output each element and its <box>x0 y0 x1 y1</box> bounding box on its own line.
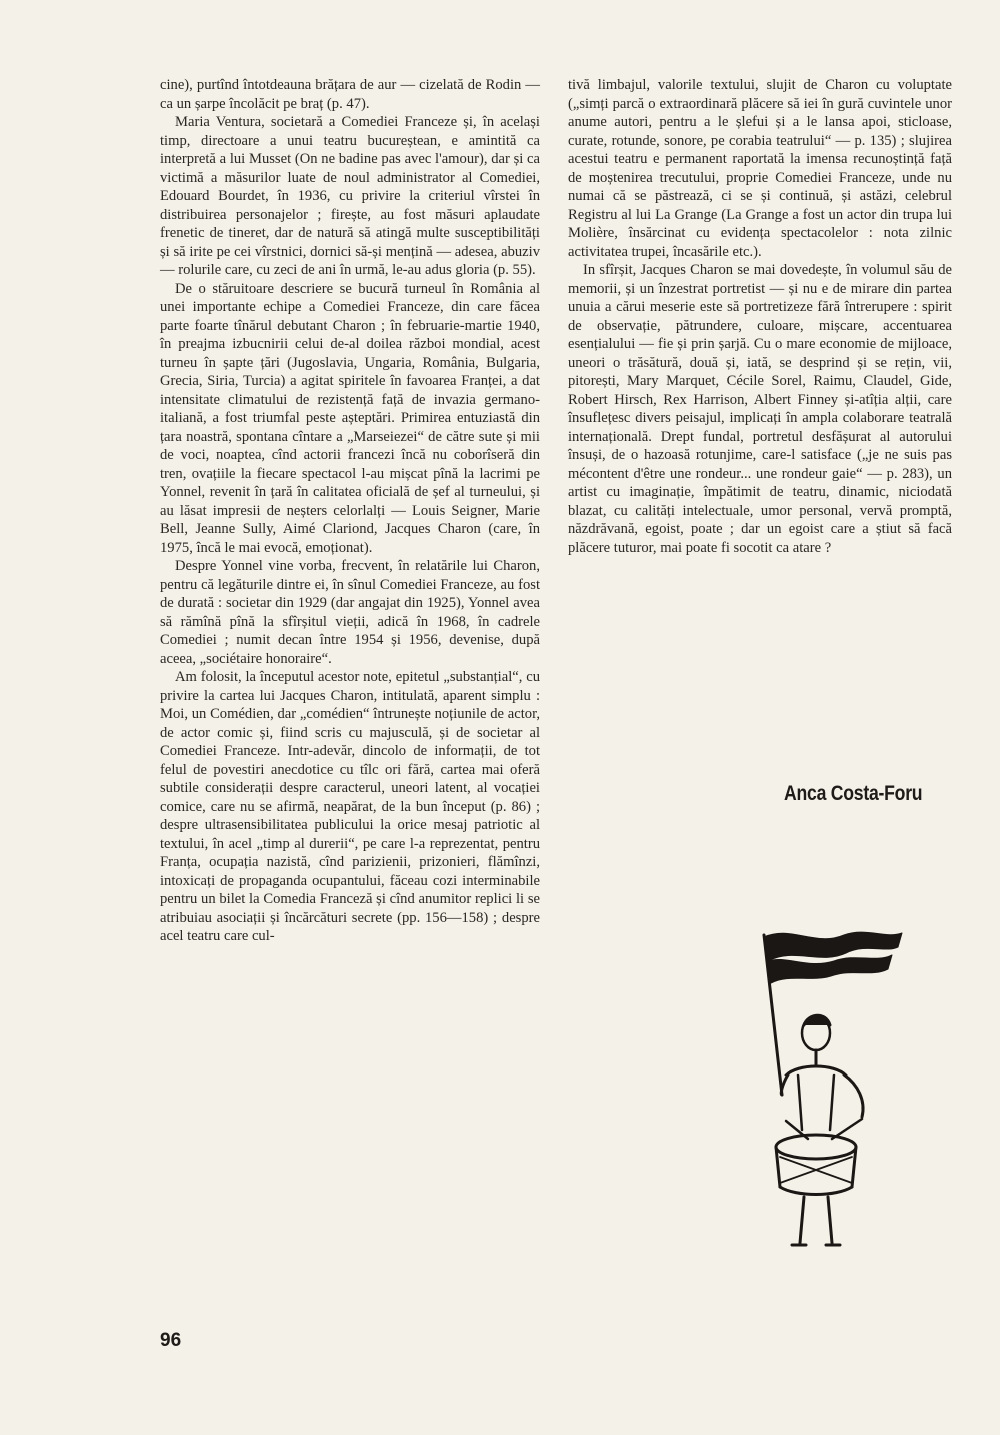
right-text-column <box>568 76 952 557</box>
paragraph: In sfîrșit, Jacques Charon se mai dovedește, în volumul său de memorii, și un înzestrat portretist — și nu e de mirare din partea unuia a cărui meserie este să portretizeze fără întrerupere : spirit de observație, pătrundere, culoare, mișcare, accentuarea esențialului — fie și prin șarjă. Cu o mare economie de mijloace, uneori o trăsătură, două și, iată, se desprind și se rețin, vii, pitorești, Mary Marquet, Cécile Sorel, Raimu, Claudel, Gide, Robert Hirsch, Rex Harrison, Albert Finney și-atîția alții, care însuflețesc divers peisajul, implicați în ampla colaborare teatrală internațională. Drept fundal, portretul desfășurat al autorului însuși, de o hazoasă rotunjime, care-l satisface („je ne suis pas mécontent d'être une rondeur... une rondeur gaie“ — p. 283), un artist cu imaginație, împătimit de teatru, dinamic, niciodată blazat, cu calități intelectuale, umor personal, vervă promptă, năzdrăvană, egoist, poate ; dar un egoist care a știut să facă plăcere tuturor, mai poate fi socotit ca atare ? <box>568 262 952 556</box>
paragraph: cine), purtînd întotdeauna brățara de aur — cizelată de Rodin — ca un șarpe încolăcit pe braț (p. 47). <box>160 77 540 112</box>
paragraph: tivă limbajul, valorile textului, slujit de Charon cu voluptate („simți parcă o extraordinară plăcere să iei în gură cuvintele unor anume autori, pentru a le șlefui și a le lansa apoi, sticloase, curate, rotunde, sonore, pe corabia teatrului“ — p. 135) ; slujirea acestui teatru e permanent raportată la imensa recunoștință față de moștenirea trecutului, proprie Comediei Franceze, unde nu numai că se păstrează, ci se și continuă, și astăzi, celebrul Registru al lui La Grange (La Grange a fost un actor din trupa lui Molière, însărcinat cu evidența spectacolelor : nota zilnic activitatea trupei, încasările etc.). <box>568 77 952 260</box>
drummer-with-flag-sketch-icon <box>716 925 916 1255</box>
paragraph: Despre Yonnel vine vorba, frecvent, în relatările lui Charon, pentru că legăturile dintre ei, în sînul Comediei Franceze, au fost de durată : societar din 1929 (dar angajat din 1925), Yonnel avea să rămînă pînă la sfîrșitul vieții, adică în 1968, în cadrele Comediei ; numit decan între 1954 și 1956, devenise, după aceea, „sociétaire honoraire“. <box>160 558 540 667</box>
paragraph: Maria Ventura, societară a Comediei Franceze și, în același timp, directoare a unui teatru bucureștean, e amintită ca interpretă a lui Musset (On ne badine pas avec l'amour), dar și ca victimă a măsurilor luate de noul administrator al Comediei, Edouard Bourdet, în 1936, cu privire la criteriul vîrstei în distribuirea personajelor ; firește, au fost măsuri aplaudate frenetic de tineret, dar de natură să atingă multe susceptibilități și să irite pe cei vîrstnici, dornici să-și mențină — adesea, abuziv — rolurile care, cu zeci de ani în urmă, le-au adus gloria (p. 55). <box>160 114 540 278</box>
page-number: 96 <box>160 1330 182 1351</box>
paragraph: De o stăruitoare descriere se bucură turneul în România al unei importante echipe a Comediei Franceze, din care făcea parte foarte tînărul debutant Charon ; în februarie-martie 1940, în preajma izbucnirii celui de-al doilea război mondial, acest turneu în șapte țări (Jugoslavia, Ungaria, România, Bulgaria, Grecia, Siria, Turcia) a agitat spiritele în favoarea Franței, a dat intensitate climatului de rezistență față de invazia germano-italiană, a fost triumfal peste așteptări. Primirea entuziastă din țara noastră, spontana cîntare a „Marseiezei“ de către sute și mii de voci, noaptea, cînd actorii francezi încă nu coborîseră din tren, ovațiile la fiecare spectacol l-au mișcat pînă la lacrimi pe Yonnel, revenit în țară în calitatea oficială de șef al turneului, și au lăsat impresii de neșters celorlalți — Louis Seigner, Marie Bell, Jeanne Sully, Aimé Clariond, Jacques Charon (care, în 1975, încă le mai evocă, emoționat). <box>160 280 540 556</box>
left-text-column <box>160 76 540 946</box>
paragraph: Am folosit, la începutul acestor note, epitetul „substanțial“, cu privire la cartea lui Jacques Charon, intitulată, aparent simplu : Moi, un Comédien, dar „comédien“ întrunește noțiunile de actor, de actor comic și, fiind scris cu majusculă, și de societar al Comediei Franceze. Intr-adevăr, dincolo de informații, de tot felul de povestiri anecdotice cu tîlc ori fără, cartea mai oferă subtile considerații despre caracterul, uneori latent, al vocației comice, care nu se afirmă, neapărat, de la bun început (p. 86) ; despre ultrasensibilitatea publicului la orice mesaj patriotic al textului, în acel „timp al durerii“, pe care l-a reprezentat, pentru Franța, ocupația nazistă, cînd parizienii, prizonieri, flămînzi, intoxicați de propaganda ocupantului, făceau cozi interminabile pentru un bilet la Comedia Franceză și cînd anumitor replici li se atribuiau asociații și încărcături secrete (pp. 156—158) ; despre acel teatru care cul- <box>160 669 540 944</box>
author-signature: Anca Costa-Foru <box>784 782 923 805</box>
